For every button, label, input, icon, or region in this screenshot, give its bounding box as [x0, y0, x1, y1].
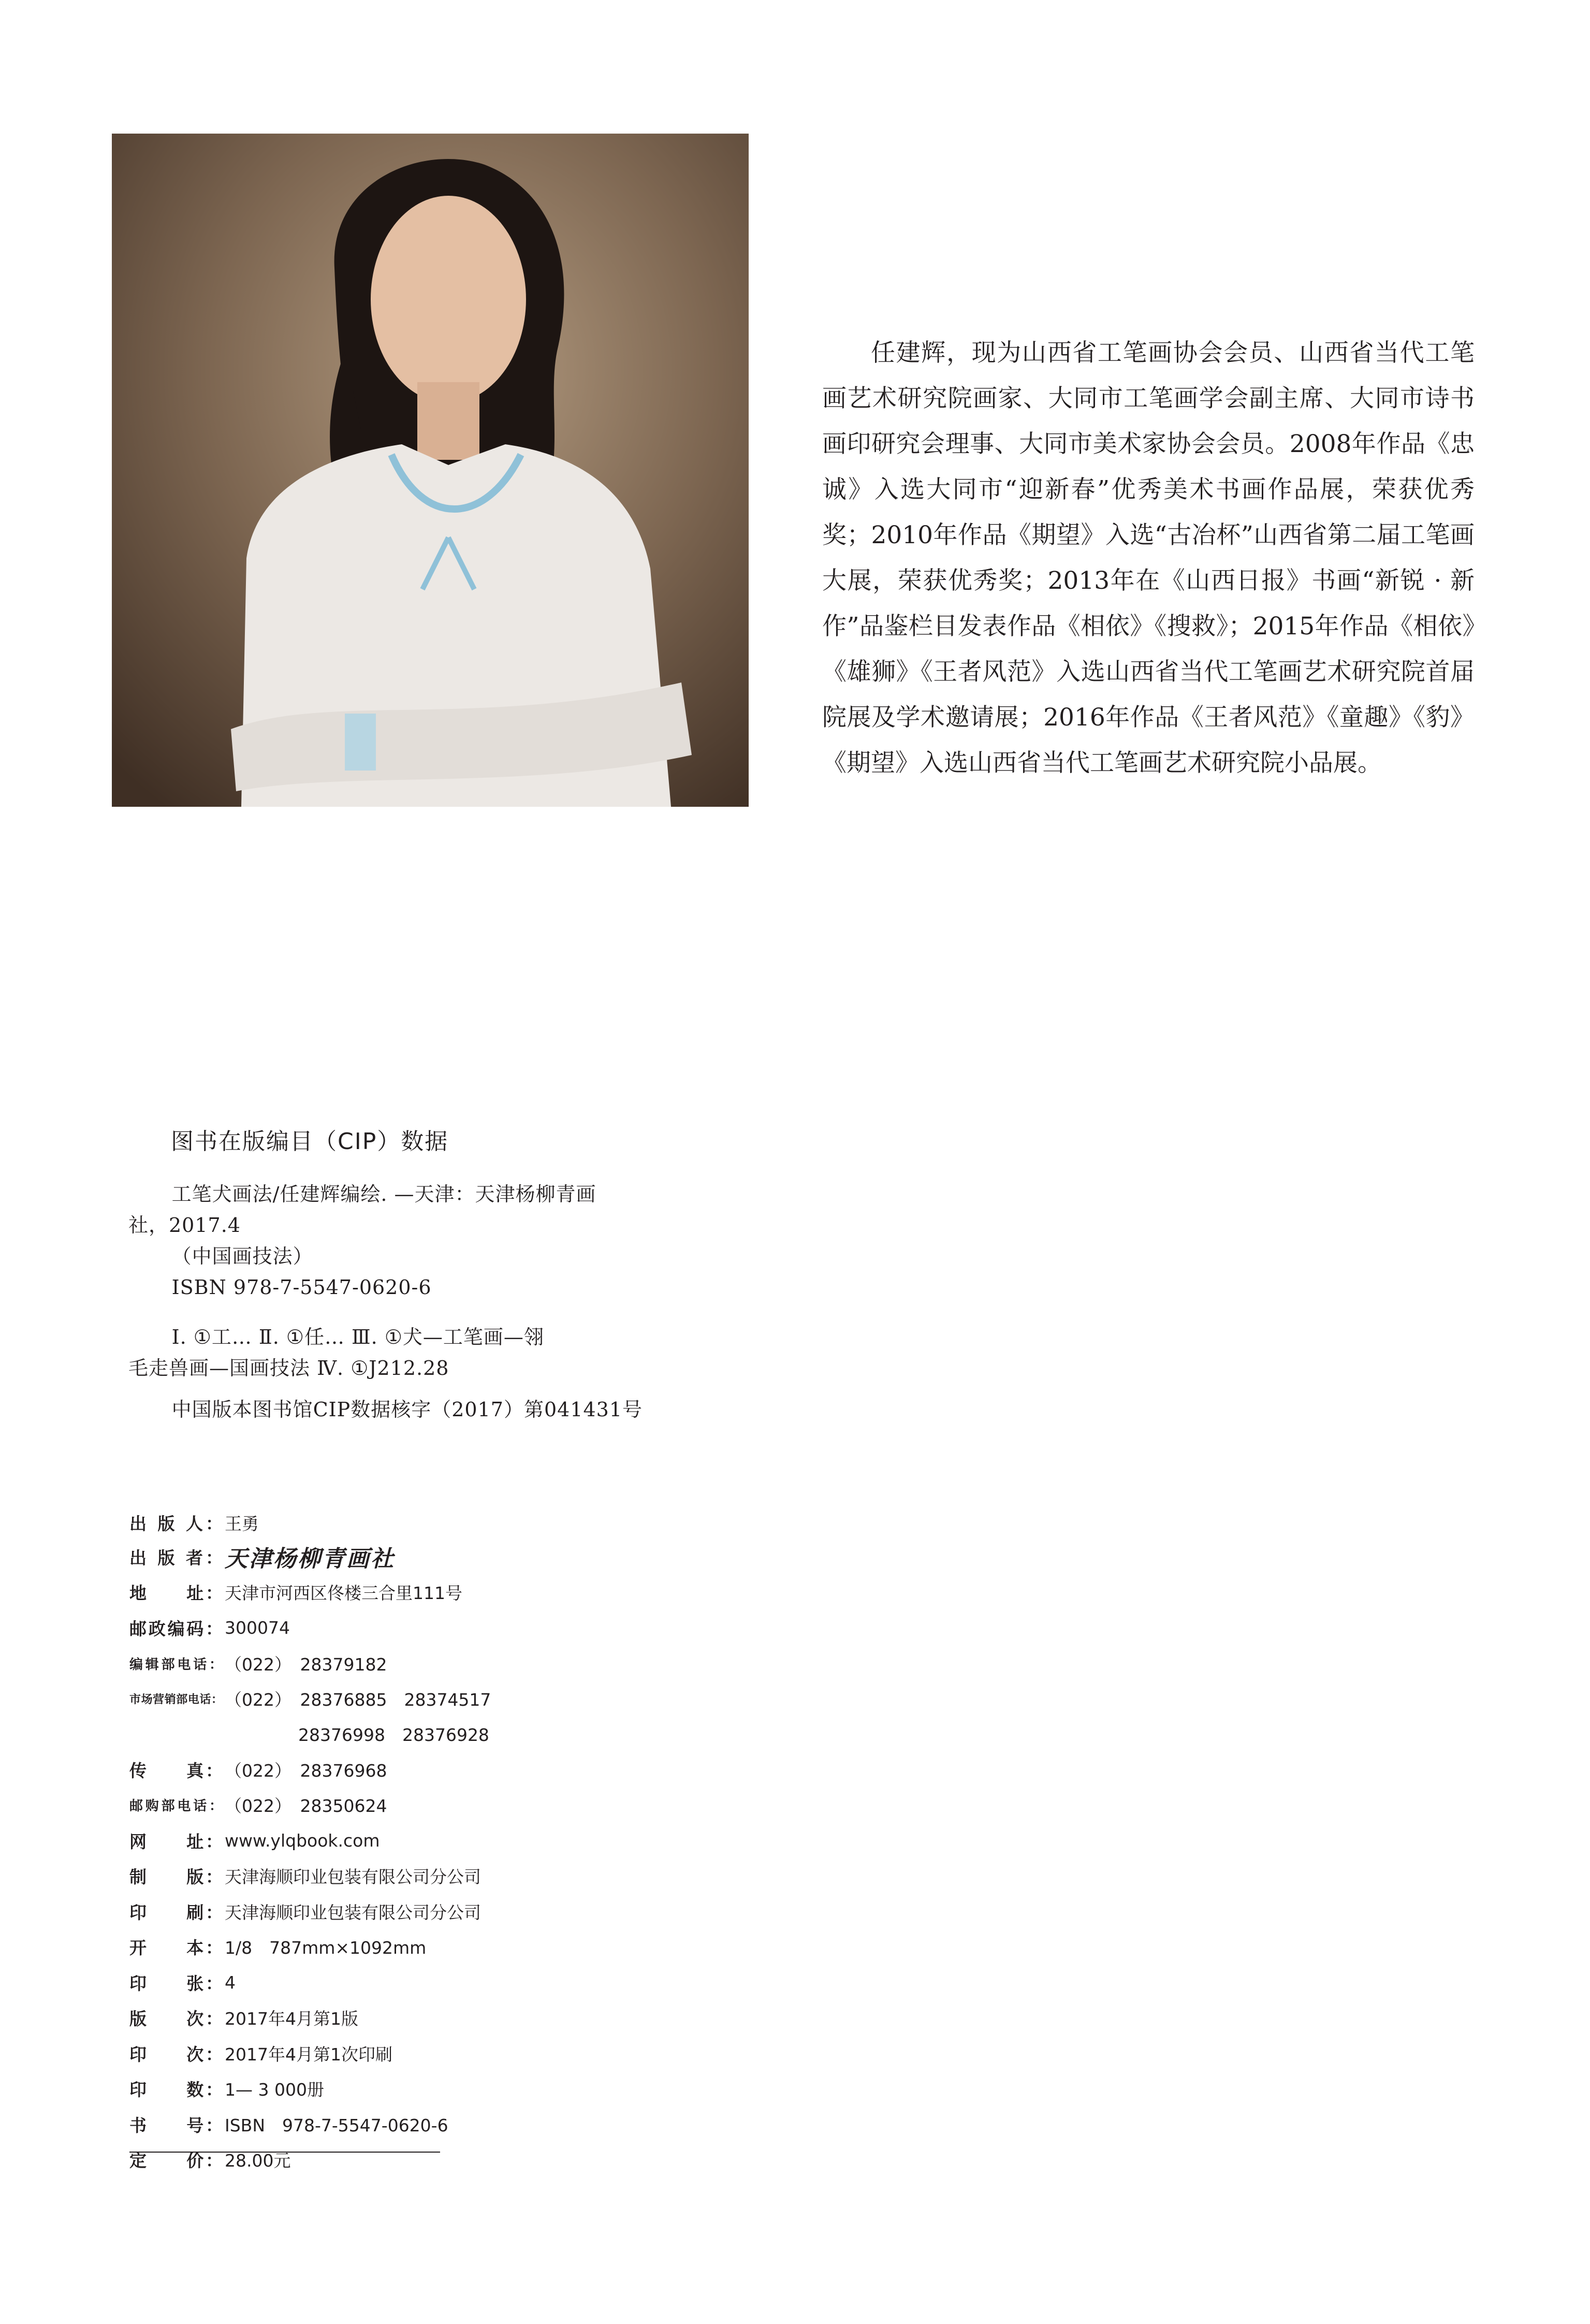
- colophon-label: 出 版 人：: [129, 1513, 223, 1534]
- colophon-label: 印 次：: [129, 2044, 223, 2065]
- cip-line: （中国画技法）: [171, 1245, 313, 1268]
- colophon-row-marketing-phone-cont: [296, 1718, 489, 1749]
- colophon-label: 邮购部电话：: [129, 1798, 223, 1814]
- colophon-label: 网 址：: [129, 1831, 223, 1852]
- publisher-name: 天津杨柳青画社: [225, 1546, 395, 1572]
- colophon-label: 地 址：: [129, 1582, 223, 1603]
- colophon-row-marketing-phone: [129, 1683, 491, 1714]
- colophon-label: 印 张：: [129, 1973, 223, 1994]
- colophon-value: （022） 28376885 28374517: [225, 1689, 491, 1710]
- colophon-value: 4: [225, 1972, 236, 1993]
- colophon-value: 28.00元: [225, 2150, 291, 2171]
- author-portrait-photo: [112, 134, 749, 807]
- colophon-row-edition: [129, 2002, 358, 2033]
- colophon-row-price: [129, 2144, 290, 2175]
- colophon-label: 印 数：: [129, 2079, 223, 2100]
- colophon-value: 2017年4月第1次印刷: [225, 2044, 392, 2065]
- colophon-row-impression: [129, 2038, 392, 2069]
- colophon-row-printing: [129, 1896, 481, 1927]
- colophon-row-publisher-person: [129, 1507, 259, 1538]
- cip-heading: 图书在版编目（CIP）数据: [171, 1128, 449, 1155]
- colophon-row-editorial-phone: [129, 1648, 387, 1679]
- colophon-value: 2017年4月第1版: [225, 2008, 358, 2029]
- colophon-label: 开 本：: [129, 1937, 223, 1958]
- portrait-illustration: [112, 134, 749, 807]
- colophon-row-address: [129, 1576, 462, 1607]
- cip-line: 中国版本图书馆CIP数据核字（2017）第041431号: [171, 1398, 643, 1421]
- colophon-label: 定 价：: [129, 2150, 223, 2171]
- colophon-row-fax: [129, 1754, 387, 1785]
- colophon-value: 天津海顺印业包装有限公司分公司: [225, 1902, 481, 1923]
- colophon-value: 王勇: [225, 1513, 259, 1534]
- colophon-value: （022） 28376968: [225, 1760, 387, 1781]
- cip-line: 工笔犬画法/任建辉编绘. —天津：天津杨柳青画: [171, 1183, 596, 1205]
- colophon-label: 编辑部电话：: [129, 1657, 223, 1673]
- cip-line: 毛走兽画—国画技法 Ⅳ. ①J212.28: [128, 1357, 449, 1379]
- colophon-row-plate-making: [129, 1860, 481, 1891]
- colophon-row-website: [129, 1825, 380, 1856]
- colophon-value: 天津海顺印业包装有限公司分公司: [225, 1866, 481, 1887]
- colophon-value: 300074: [225, 1617, 290, 1638]
- colophon-label: 邮政编码：: [129, 1618, 223, 1639]
- colophon-row-format: [129, 1931, 426, 1962]
- cip-line: 社，2017.4: [128, 1214, 241, 1237]
- colophon-label: 市场营销部电话：: [129, 1693, 223, 1706]
- colophon-row-sheets: [129, 1967, 236, 1998]
- colophon-row-print-run: [129, 2073, 324, 2104]
- colophon-value: （022） 28379182: [225, 1654, 387, 1675]
- colophon-value: 28376998 28376928: [298, 1724, 489, 1745]
- colophon-row-book-number: [129, 2109, 448, 2140]
- colophon-value: ISBN 978-7-5547-0620-6: [225, 2115, 448, 2136]
- colophon-label: 制 版：: [129, 1866, 223, 1887]
- colophon-row-postcode: [129, 1612, 290, 1643]
- colophon-label: 版 次：: [129, 2008, 223, 2029]
- colophon-value: 天津市河西区佟楼三合里111号: [225, 1582, 462, 1603]
- colophon-row-mail-order-phone: [129, 1789, 387, 1820]
- colophon-label: 出 版 者：: [129, 1547, 223, 1568]
- biography-paragraph: 任建辉，现为山西省工笔画协会会员、山西省当代工笔画艺术研究院画家、大同市工笔画学会副主席、大同市诗书画印研究会理事、大同市美术家协会会员。2008年作品《忠诚》入选大同市“迎新春”优秀美术书画作品展，荣获优秀奖；2010年作品《期望》入选“古冶杯”山西省第二届工笔画大展，荣获优秀奖；2013年在《山西日报》书画“新锐 · 新作”品鉴栏目发表作品《相依》《搜救》；2015年作品《相依》《雄狮》《王者风范》入选山西省当代工笔画艺术研究院首届院展及学术邀请展；2016年作品《王者风范》《童趣》《豹》《期望》入选山西省当代工笔画艺术研究院小品展。: [822, 339, 1475, 777]
- colophon-row-publisher: [129, 1541, 395, 1572]
- website-link: www.ylqbook.com: [225, 1830, 380, 1851]
- colophon-label: 书 号：: [129, 2115, 223, 2136]
- cip-line: Ⅰ. ①工… Ⅱ. ①任… Ⅲ. ①犬—工笔画—翎: [171, 1326, 544, 1348]
- colophon-value: 1— 3 000册: [225, 2079, 324, 2100]
- colophon-value: （022） 28350624: [225, 1795, 387, 1816]
- cip-record: [128, 1179, 651, 1425]
- colophon-label: 印 刷：: [129, 1902, 223, 1923]
- cip-line: ISBN 978-7-5547-0620-6: [171, 1276, 432, 1299]
- author-biography: [822, 330, 1475, 786]
- colophon-value: 1/8 787mm×1092mm: [225, 1937, 427, 1958]
- colophon-label: 传 真：: [129, 1760, 223, 1781]
